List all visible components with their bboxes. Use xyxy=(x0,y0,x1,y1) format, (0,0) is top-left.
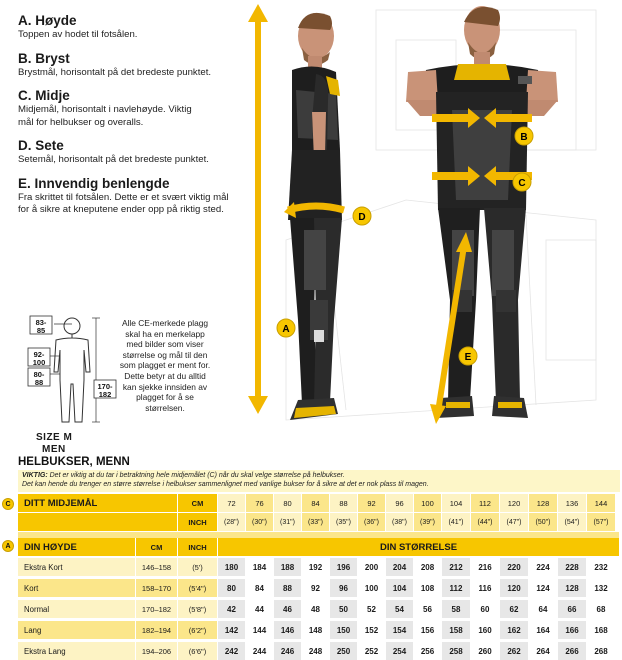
size-cell: 258 xyxy=(442,642,471,660)
size-cell: 144 xyxy=(246,621,274,639)
waist-cm-cell: 80 xyxy=(274,494,302,512)
step-text: Brystmål, horisontalt på det bredeste punktet. xyxy=(18,66,212,78)
size-cell: 180 xyxy=(218,558,246,576)
label-waist-value: 92- 100 xyxy=(32,350,46,367)
size-cell: 208 xyxy=(414,558,442,576)
size-cell: 216 xyxy=(471,558,500,576)
step-title: B. Bryst xyxy=(18,50,70,66)
step-title: E. Innvendig benlengde xyxy=(18,175,170,191)
label-height-value: 170- 182 xyxy=(97,382,113,399)
step-title: A. Høyde xyxy=(18,13,77,28)
size-cell: 200 xyxy=(358,558,386,576)
size-cell: 188 xyxy=(274,558,302,576)
size-cell: 80 xyxy=(218,579,246,597)
size-cell: 228 xyxy=(558,558,587,576)
size-cell: 124 xyxy=(529,579,558,597)
step-text: Midjemål, horisontalt i navlehøyde. Viktig mål for helbukser og overalls. xyxy=(18,104,192,128)
waist-inch-cell: (44") xyxy=(471,513,500,531)
size-cell: 62 xyxy=(500,600,529,618)
height-header: DIN HØYDE xyxy=(18,538,136,556)
size-cell: 168 xyxy=(587,621,616,639)
size-cell: 54 xyxy=(386,600,414,618)
step-text: Fra skrittet til fotsålen. Dette er et svært viktig mål for å sikre at kneputene ender opp på riktig sted. xyxy=(18,191,229,215)
waist-inch-cell: (50") xyxy=(529,513,558,531)
waist-inch-cell: (35") xyxy=(330,513,358,531)
waist-header: DITT MIDJEMÅL xyxy=(18,494,178,512)
note-text: Det er viktig at du tar i betraktning hele midjemålet (C) når du skal velge størrelse på helbukser. xyxy=(47,472,345,479)
size-cell: 154 xyxy=(386,621,414,639)
size-header: DIN STØRRELSE xyxy=(218,538,620,556)
waist-inch-cell: (28") xyxy=(218,513,246,531)
marker-a-table: A xyxy=(2,540,14,552)
size-cell: 268 xyxy=(587,642,616,660)
size-cell: 266 xyxy=(558,642,587,660)
table-note-line-2: Det kan hende du trenger en større størrelse i helbukser sammenlignet med vanlige bukser for å sikre at det er nok plass til magen. xyxy=(22,481,429,488)
size-cell: 212 xyxy=(442,558,471,576)
size-cell: 112 xyxy=(442,579,471,597)
measurement-guide xyxy=(18,12,258,225)
height-cm-cell: 182–194 xyxy=(136,621,178,639)
height-inch-cell: (6'6") xyxy=(178,642,218,660)
waist-inch-cell: (33") xyxy=(302,513,330,531)
waist-cm-cell: 72 xyxy=(218,494,246,512)
waist-inch-cell: (41") xyxy=(442,513,471,531)
size-cell: 120 xyxy=(500,579,529,597)
table-row xyxy=(18,621,620,639)
table-title: HELBUKSER, MENN xyxy=(18,456,130,468)
height-row-label: Lang xyxy=(18,621,136,639)
size-cell: 196 xyxy=(330,558,358,576)
size-cell: 60 xyxy=(471,600,500,618)
size-cell: 192 xyxy=(302,558,330,576)
size-cell: 262 xyxy=(500,642,529,660)
size-cell: 184 xyxy=(246,558,274,576)
label-gender-text: MEN xyxy=(42,444,66,455)
size-cell: 108 xyxy=(414,579,442,597)
size-cell: 250 xyxy=(330,642,358,660)
size-cell: 158 xyxy=(442,621,471,639)
model-front-view xyxy=(406,6,558,418)
size-cell: 48 xyxy=(302,600,330,618)
size-cell: 44 xyxy=(246,600,274,618)
waist-cm-cell: 136 xyxy=(558,494,587,512)
step-title: C. Midje xyxy=(18,88,70,103)
size-cell: 150 xyxy=(330,621,358,639)
waist-cm-cell: 144 xyxy=(587,494,616,512)
model-side-view xyxy=(288,13,342,420)
table-row xyxy=(18,579,620,597)
size-label-card xyxy=(26,310,118,455)
height-cm-label: CM xyxy=(136,538,178,556)
waist-cm-cell: 84 xyxy=(302,494,330,512)
label-chest-value: 83- 85 xyxy=(35,318,47,335)
step-text: Setemål, horisontalt på det bredeste punktet. xyxy=(18,154,209,165)
waist-cm-cell: 100 xyxy=(414,494,442,512)
size-cell: 264 xyxy=(529,642,558,660)
size-cell: 56 xyxy=(414,600,442,618)
size-cell: 84 xyxy=(246,579,274,597)
label-size-text: SIZE M xyxy=(36,432,73,443)
size-cell: 244 xyxy=(246,642,274,660)
size-cell: 252 xyxy=(358,642,386,660)
size-cell: 220 xyxy=(500,558,529,576)
marker-c-table: C xyxy=(2,498,14,510)
waist-cm-cell: 104 xyxy=(442,494,471,512)
size-cell: 260 xyxy=(471,642,500,660)
size-cell: 248 xyxy=(302,642,330,660)
size-cell: 152 xyxy=(358,621,386,639)
size-cell: 132 xyxy=(587,579,616,597)
waist-cm-values xyxy=(218,494,616,512)
size-cell: 66 xyxy=(558,600,587,618)
size-cell: 254 xyxy=(386,642,414,660)
size-cell: 148 xyxy=(302,621,330,639)
height-cm-cell: 170–182 xyxy=(136,600,178,618)
waist-cm-row xyxy=(18,494,620,512)
waist-inch-cell: (31") xyxy=(274,513,302,531)
waist-inch-cell: (57") xyxy=(587,513,616,531)
size-cell: 92 xyxy=(302,579,330,597)
height-row-label: Normal xyxy=(18,600,136,618)
size-cell: 160 xyxy=(471,621,500,639)
size-cell: 242 xyxy=(218,642,246,660)
height-inch-cell: (5'4") xyxy=(178,579,218,597)
size-cell: 100 xyxy=(358,579,386,597)
height-row-label: Kort xyxy=(18,579,136,597)
table-note-line-1 xyxy=(22,472,622,479)
waist-inch-cell: (38") xyxy=(386,513,414,531)
step-title: D. Sete xyxy=(18,138,64,153)
size-cell: 46 xyxy=(274,600,302,618)
size-cell: 162 xyxy=(500,621,529,639)
waist-cm-label: CM xyxy=(178,494,218,512)
waist-inch-values xyxy=(218,513,616,531)
table-row xyxy=(18,600,620,618)
waist-inch-cell: (47") xyxy=(500,513,529,531)
size-cell: 88 xyxy=(274,579,302,597)
size-cell: 156 xyxy=(414,621,442,639)
height-inch-cell: (6'2") xyxy=(178,621,218,639)
marker-d: D xyxy=(358,212,366,223)
waist-header-spacer xyxy=(18,513,178,531)
waist-inch-cell: (36") xyxy=(358,513,386,531)
size-cell: 142 xyxy=(218,621,246,639)
model-photo-illustration xyxy=(226,0,620,452)
size-cell: 146 xyxy=(274,621,302,639)
table-row xyxy=(18,642,620,660)
size-cell: 58 xyxy=(442,600,471,618)
height-row-label: Ekstra Lang xyxy=(18,642,136,660)
height-arrow xyxy=(248,4,268,414)
size-cell: 246 xyxy=(274,642,302,660)
waist-cm-cell: 96 xyxy=(386,494,414,512)
step-waist xyxy=(18,87,258,129)
height-cm-cell: 194–206 xyxy=(136,642,178,660)
note-bold: VIKTIG: xyxy=(22,472,48,479)
waist-cm-cell: 76 xyxy=(246,494,274,512)
size-cell: 96 xyxy=(330,579,358,597)
height-cm-cell: 146–158 xyxy=(136,558,178,576)
size-cell: 224 xyxy=(529,558,558,576)
size-cell: 64 xyxy=(529,600,558,618)
table-row xyxy=(18,558,620,576)
ce-label-note: Alle CE-merkede plagg skal ha en merkelapp med bilder som viser størrelse og mål til den som plagget er ment for. Dette betyr at du alltid kan sjekke innsiden av plagget for å se størrelsen. xyxy=(119,318,211,413)
size-cell: 50 xyxy=(330,600,358,618)
waist-inch-cell: (30") xyxy=(246,513,274,531)
size-cell: 116 xyxy=(471,579,500,597)
size-cell: 52 xyxy=(358,600,386,618)
size-cell: 232 xyxy=(587,558,616,576)
size-cell: 166 xyxy=(558,621,587,639)
height-cm-cell: 158–170 xyxy=(136,579,178,597)
size-cell: 204 xyxy=(386,558,414,576)
waist-cm-cell: 128 xyxy=(529,494,558,512)
size-cell: 128 xyxy=(558,579,587,597)
size-cell: 256 xyxy=(414,642,442,660)
step-text: Toppen av hodet til fotsålen. xyxy=(18,29,138,40)
height-inch-cell: (5'8") xyxy=(178,600,218,618)
label-hip-value: 80- 88 xyxy=(33,370,45,387)
size-cell: 42 xyxy=(218,600,246,618)
step-height xyxy=(18,12,258,42)
waist-cm-cell: 88 xyxy=(330,494,358,512)
size-cell: 68 xyxy=(587,600,616,618)
size-cell: 104 xyxy=(386,579,414,597)
waist-inch-label: INCH xyxy=(178,513,218,531)
waist-cm-cell: 92 xyxy=(358,494,386,512)
waist-inch-cell: (39") xyxy=(414,513,442,531)
size-cell: 164 xyxy=(529,621,558,639)
height-inch-cell: (5') xyxy=(178,558,218,576)
waist-cm-cell: 112 xyxy=(471,494,500,512)
waist-inch-cell: (54") xyxy=(558,513,587,531)
step-chest xyxy=(18,50,258,80)
waist-inch-row xyxy=(18,513,620,531)
marker-a: A xyxy=(282,324,290,335)
step-inseam xyxy=(18,175,258,217)
height-row-label: Ekstra Kort xyxy=(18,558,136,576)
marker-b: B xyxy=(520,132,528,143)
marker-c: C xyxy=(518,178,526,189)
height-inch-label: INCH xyxy=(178,538,218,556)
step-seat xyxy=(18,137,258,167)
height-header-row xyxy=(18,538,620,556)
waist-cm-cell: 120 xyxy=(500,494,529,512)
marker-e: E xyxy=(464,352,472,363)
